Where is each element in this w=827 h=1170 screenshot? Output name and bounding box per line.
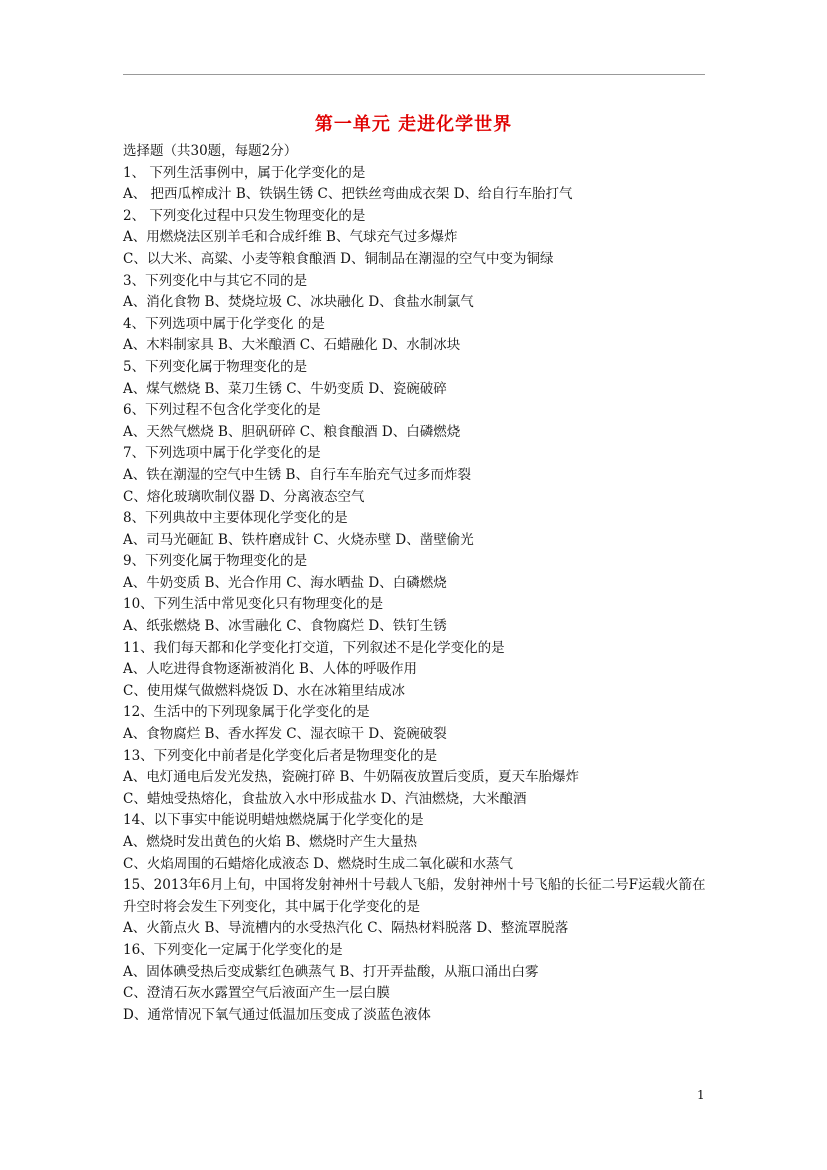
text-line: C、蜡烛受热熔化，食盐放入水中形成盐水 D、汽油燃烧，大米酿酒 [123,790,527,807]
section-heading: 选择题（共30题，每题2分） [123,143,298,159]
text-line: A、人吃进得食物逐渐被消化 B、人体的呼吸作用 [123,661,417,678]
text-line: 1、 下列生活事例中，属于化学变化的是 [123,164,366,181]
text-line: 10、下列生活中常见变化只有物理变化的是 [123,596,384,613]
text-line: A、消化食物 B、焚烧垃圾 C、冰块融化 D、食盐水制氯气 [123,294,474,311]
text-line: 6、下列过程不包含化学变化的是 [123,402,321,419]
text-line: A、电灯通电后发光发热，瓷碗打碎 B、牛奶隔夜放置后变质，夏天车胎爆炸 [123,769,579,786]
text-line: 15、2013年6月上旬，中国将发射神州十号载人飞船，发射神州十号飞船的长征二号F运载火箭在升空时将会发生下列变化，其中属于化学变化的是 [123,877,706,915]
text-line: A、天然气燃烧 B、胆矾研碎 C、粮食酿酒 D、白磷燃烧 [123,423,461,440]
text-line: A、火箭点火 B、导流槽内的水受热汽化 C、隔热材料脱落 D、整流罩脱落 [123,920,569,937]
text-line: A、铁在潮湿的空气中生锈 B、自行车车胎充气过多而炸裂 [123,466,471,483]
text-line: 5、下列变化属于物理变化的是 [123,358,308,375]
text-line: C、使用煤气做燃料烧饭 D、水在冰箱里结成冰 [123,682,405,699]
header-rule [123,74,705,75]
text-line: D、通常情况下氧气通过低温加压变成了淡蓝色液体 [123,1006,431,1023]
text-line: C、澄清石灰水露置空气后液面产生一层白膜 [123,985,390,1002]
text-line: 16、下列变化一定属于化学变化的是 [123,941,343,958]
text-line: C、熔化玻璃吹制仪器 D、分离液态空气 [123,488,365,505]
page-title: 第一单元 走进化学世界 [314,114,513,135]
text-line: 12、生活中的下列现象属于化学变化的是 [123,704,370,721]
text-line: A、司马光砸缸 B、铁杵磨成针 C、火烧赤壁 D、凿壁偷光 [123,531,474,548]
text-line: 14、以下事实中能说明蜡烛燃烧属于化学变化的是 [123,812,424,829]
text-line: A、燃烧时发出黄色的火焰 B、燃烧时产生大量热 [123,834,417,850]
text-line: 7、下列选项中属于化学变化的是 [123,445,321,462]
text-line: C、火焰周围的石蜡熔化成液态 D、燃烧时生成二氧化碳和水蒸气 [123,855,513,872]
text-line: C、以大米、高粱、小麦等粮食酿酒 D、铜制品在潮湿的空气中变为铜绿 [123,250,554,267]
text-line: A、木料制家具 B、大米酿酒 C、石蜡融化 D、水制冰块 [123,337,461,354]
text-line: 2、 下列变化过程中只发生物理变化的是 [123,207,366,224]
text-line: A、食物腐烂 B、香水挥发 C、湿衣晾干 D、瓷碗破裂 [123,726,447,743]
text-line: 13、下列变化中前者是化学变化后者是物理变化的是 [123,747,438,764]
text-line: A、 把西瓜榨成汁 B、铁锅生锈 C、把铁丝弯曲成衣架 D、给自行车胎打气 [123,186,573,203]
text-line: 8、下列典故中主要体现化学变化的是 [123,510,348,527]
text-line: 4、下列选项中属于化学变化 的是 [123,315,325,332]
text-line: A、纸张燃烧 B、冰雪融化 C、食物腐烂 D、铁钉生锈 [123,618,447,635]
text-line: 9、下列变化属于物理变化的是 [123,553,308,570]
text-line: 3、下列变化中与其它不同的是 [123,272,308,289]
text-line: A、固体碘受热后变成紫红色碘蒸气 B、打开弄盐酸，从瓶口涌出白雾 [123,963,539,980]
text-line: A、用燃烧法区别羊毛和合成纤维 B、气球充气过多爆炸 [123,229,458,246]
text-line: A、煤气燃烧 B、菜刀生锈 C、牛奶变质 D、瓷碗破碎 [123,380,447,397]
page-number: 1 [697,1088,705,1102]
text-line: A、牛奶变质 B、光合作用 C、海水晒盐 D、白磷燃烧 [123,574,447,591]
question-list [123,141,708,1026]
text-line: 11、我们每天都和化学变化打交道，下列叙述不是化学变化的是 [123,639,505,656]
